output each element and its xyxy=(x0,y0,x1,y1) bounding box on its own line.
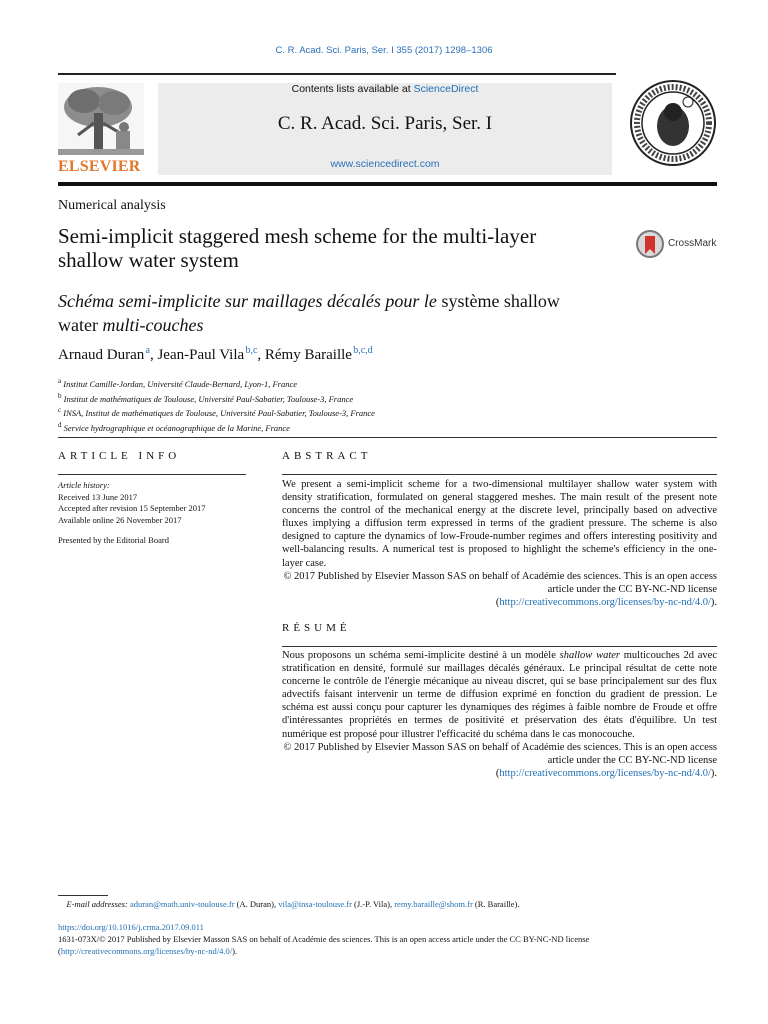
abstract-copyright: © 2017 Published by Elsevier Masson SAS on behalf of Académie des sciences. This is an open access article under the CC BY-NC-ND license (http://creativecommons.org/licenses/by-nc-nd/4.0/). xyxy=(283,570,717,608)
resume-copyright: © 2017 Published by Elsevier Masson SAS on behalf of Académie des sciences. This is an open access article under the CC BY-NC-ND license (http://creativecommons.org/licenses/by-nc-nd/4.0/). xyxy=(283,741,717,779)
sciencedirect-link[interactable]: ScienceDirect xyxy=(413,83,479,95)
affiliation-item: $^d$ Service hydrographique et océanographique de la Marine, France xyxy=(58,420,290,433)
email-link[interactable]: remy.baraille@shom.fr xyxy=(394,899,473,909)
author-affil-link[interactable]: a xyxy=(145,345,150,356)
contents-prefix: Contents lists available at xyxy=(291,83,414,95)
crossmark-label[interactable]: CrossMark xyxy=(668,238,717,249)
elsevier-wordmark: ELSEVIER xyxy=(58,158,141,175)
footnote-rule xyxy=(58,895,108,896)
journal-url-link[interactable]: www.sciencedirect.com xyxy=(330,158,440,170)
french-title-roman: système shallow water xyxy=(58,291,560,335)
affiliation-item: $^b$ Institut de mathématiques de Toulouse, Université Paul-Sabatier, Toulouse-3, France xyxy=(58,391,354,404)
email-link[interactable]: vila@insa-toulouse.fr xyxy=(278,899,352,909)
license-link[interactable]: http://creativecommons.org/licenses/by-nc-nd/4.0/ xyxy=(499,767,711,779)
resume-rule xyxy=(282,646,717,647)
email-footnote: E-mail addresses: aduran@math.univ-toulouse.fr (A. Duran), vila@insa-toulouse.fr (J.-P. Vila), remy.baraille@shom.fr (R. Baraille). xyxy=(66,899,520,909)
section-divider xyxy=(58,437,717,438)
history-label: Article history: xyxy=(58,480,110,490)
author-name: Arnaud Duran xyxy=(58,347,145,363)
contents-line xyxy=(158,83,612,95)
resume-body xyxy=(282,649,717,780)
abstract-text: We present a semi-implicit scheme for a two-dimensional multilayer shallow water system with density stratification, formulated on general staggered meshes. The main result of the present note concerns the control of the mechanical energy at the discrete level, principally based on advective fluxes implying a diffusion term expressed in terms of the gradient pressure. The scheme is also designed to capture the dynamics of low-Froude-number regimes and offers interesting positivity and well-balancing results. A numerical test is proposed to highlight the scheme's efficiency in the one-layer case. xyxy=(282,479,717,569)
section-label: Numerical analysis xyxy=(58,198,166,213)
email-link[interactable]: aduran@math.univ-toulouse.fr xyxy=(129,899,235,909)
affiliation-item: $^a$ Institut Camille-Jordan, Université Claude-Bernard, Lyon-1, France xyxy=(58,377,298,389)
presented-by: Presented by the Editorial Board xyxy=(58,535,169,545)
footer-license: 1631-073X/© 2017 Published by Elsevier Masson SAS on behalf of Académie des sciences. This is an open access article under the CC BY-NC-ND license (http://creativecommons.org/licenses/by-nc-nd/4.0/). xyxy=(58,934,590,956)
history-online: Available online 26 November 2017 xyxy=(58,514,182,525)
affiliation-item: $^c$ INSA, Institut de mathématiques de Toulouse, Université Paul-Sabatier, Toulouse-3, France xyxy=(58,406,375,419)
abstract-body xyxy=(282,478,717,609)
academie-des-sciences-seal-icon xyxy=(628,72,718,174)
license-link[interactable]: http://creativecommons.org/licenses/by-nc-nd/4.0/ xyxy=(499,596,711,608)
author-name: Jean-Paul Vila xyxy=(157,347,245,363)
email-label: E-mail addresses: xyxy=(66,899,128,909)
french-title xyxy=(58,289,598,337)
author-affil-link[interactable]: b,c xyxy=(245,345,258,356)
license-link[interactable]: http://creativecommons.org/licenses/by-nc-nd/4.0/ xyxy=(60,945,233,956)
affiliation-list xyxy=(58,376,375,435)
doi-link[interactable]: https://doi.org/10.1016/j.crma.2017.09.011 xyxy=(58,922,204,932)
resume-text: Nous proposons un schéma semi-implicite destiné à un modèle shallow water multicouches 2d avec stratification en densité, formulé sur maillages décalés généraux. Le principal résultat de cette note concerne le contrôle de l'énergie mécanique au niveau discret, qui se base principalement sur des flux advectifs faisant intervenir un terme de diffusion exprimé en fonction du gradient de pression. Le schéma est aussi conçu pour capturer les dynamiques des régimes à faible nombre de Froude et offre d'intéressantes propriétés en termes de positivité et préservation des états d'équilibre. Un test numérique est proposé pour illustrer l'efficacité du schéma dans le cas monocouche. xyxy=(282,650,718,740)
article-title: Semi-implicit staggered mesh scheme for the multi-layer shallow water system xyxy=(58,224,537,272)
banner-bottom-rule xyxy=(58,182,717,186)
journal-citation[interactable]: C. R. Acad. Sci. Paris, Ser. I 355 (2017) 1298–1306 xyxy=(275,45,493,56)
author-affil-link[interactable]: b,c,d xyxy=(353,345,373,356)
author-name: Rémy Baraille xyxy=(264,347,352,363)
journal-title: C. R. Acad. Sci. Paris, Ser. I xyxy=(277,113,493,134)
french-title-italic-1: Schéma semi-implicite sur maillages décalés pour le xyxy=(58,291,437,311)
history-revised: Accepted after revision 15 September 2017 xyxy=(58,503,206,513)
article-info-rule xyxy=(58,474,246,475)
resume-heading: RÉSUMÉ xyxy=(282,622,351,634)
abstract-rule xyxy=(282,474,717,475)
abstract-heading: ABSTRACT xyxy=(282,450,372,462)
header-rule xyxy=(58,73,616,75)
article-history xyxy=(58,480,258,526)
french-title-italic-2: multi-couches xyxy=(102,315,204,335)
author-list: Arnaud Duran $^a$, Jean-Paul Vila $^{b,c}$, Rémy Baraille $^{b,c,d}$ xyxy=(58,345,373,363)
article-info-heading: ARTICLE INFO xyxy=(58,450,181,462)
history-received: Received 13 June 2017 xyxy=(58,491,138,502)
